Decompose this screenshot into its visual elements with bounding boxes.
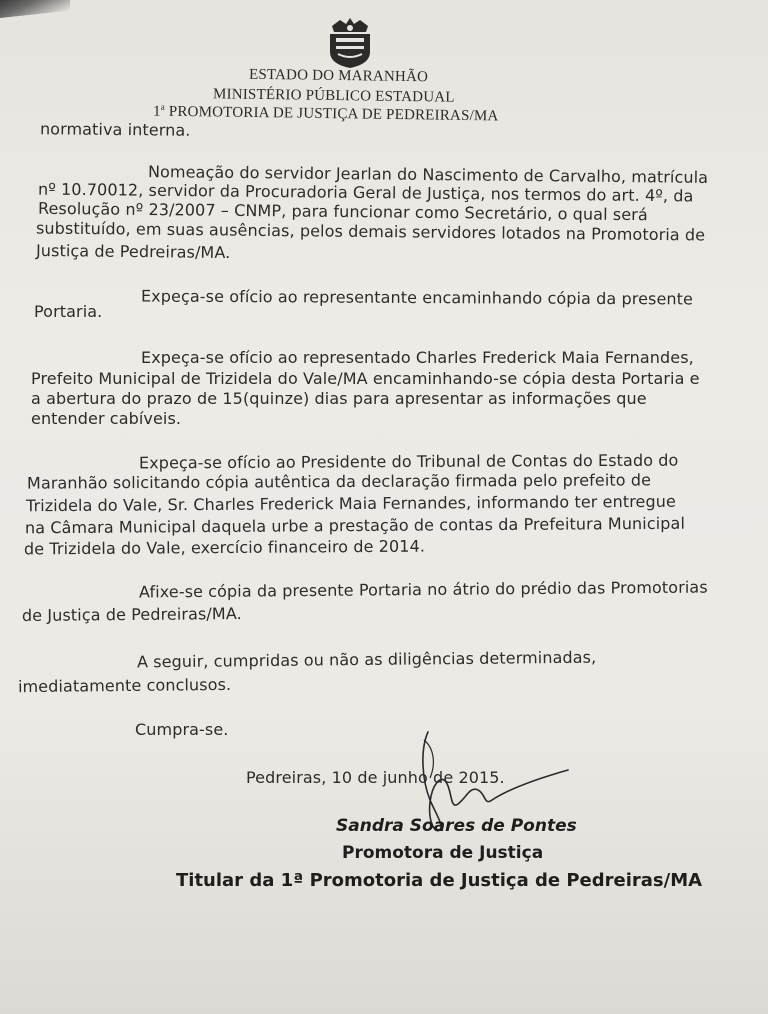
body-line: Justiça de Pedreiras/MA. [35,240,231,263]
body-line: A seguir, cumpridas ou não as diligências determinadas, [136,647,597,672]
signatory-role: Titular da 1ª Promotoria de Justiça de Pedreiras/MA [176,870,703,891]
signatory-title: Promotora de Justiça [342,843,544,863]
header-promotoria-rest: PROMOTORIA DE JUSTIÇA DE PEDREIRAS/MA [164,103,499,125]
body-line: normativa interna. [39,119,191,140]
header-promotoria [153,102,499,126]
body-line: Trizidela do Vale, Sr. Charles Frederick Maia Fernandes, informando ter entregue [25,491,676,516]
body-line: na Câmara Municipal daquela urbe a prestação de contas da Prefeitura Municipal [24,513,686,538]
signatory-name: Sandra Soares de Pontes [336,816,577,836]
place-date: Pedreiras, 10 de junho de 2015. [246,768,505,787]
body-line: de Trizidela do Vale, exercício financeiro de 2014. [23,536,426,559]
header-ministry: MINISTÉRIO PÚBLICO ESTADUAL [212,86,455,106]
body-line: Afixe-se cópia da presente Portaria no átrio do prédio das Promotorias [138,577,708,602]
body-line: Expeça-se ofício ao representante encaminhando cópia da presente [140,286,694,309]
header-promotoria-ordinal: a [160,101,166,112]
body-line: substituído, em suas ausências, pelos demais servidores lotados na Promotoria de [35,218,706,245]
body-line: Prefeito Municipal de Trizidela do Vale/MA encaminhando-se cópia desta Portaria e [31,369,700,388]
closing-cumpra-se: Cumpra-se. [135,720,229,739]
page-corner-shadow [0,0,70,18]
body-line: imediatamente conclusos. [17,674,232,697]
body-line: Portaria. [34,302,103,321]
body-line: entender cabíveis. [31,409,182,428]
body-line: Expeça-se ofício ao representado Charles Frederick Maia Fernandes, [141,348,694,367]
body-line: Resolução nº 23/2007 – CNMP, para funcionar como Secretário, o qual será [37,198,648,225]
header-state: ESTADO DO MARANHÃO [248,66,429,86]
body-line: Nomeação do servidor Jearlan do Nascimento de Carvalho, matrícula [147,162,709,187]
header-promotoria-number: 1 [152,103,161,120]
body-line: Expeça-se ofício ao Presidente do Tribunal de Contas do Estado do [138,450,679,473]
coat-of-arms-icon [322,16,378,70]
body-line: Maranhão solicitando cópia autêntica da declaração firmada pelo prefeito de [26,470,652,493]
body-line: a abertura do prazo de 15(quinze) dias para apresentar as informações que [31,389,647,408]
body-line: de Justiça de Pedreiras/MA. [21,604,242,625]
body-line: nº 10.70012, servidor da Procuradoria Geral de Justiça, nos termos do art. 4º, da [37,179,694,206]
